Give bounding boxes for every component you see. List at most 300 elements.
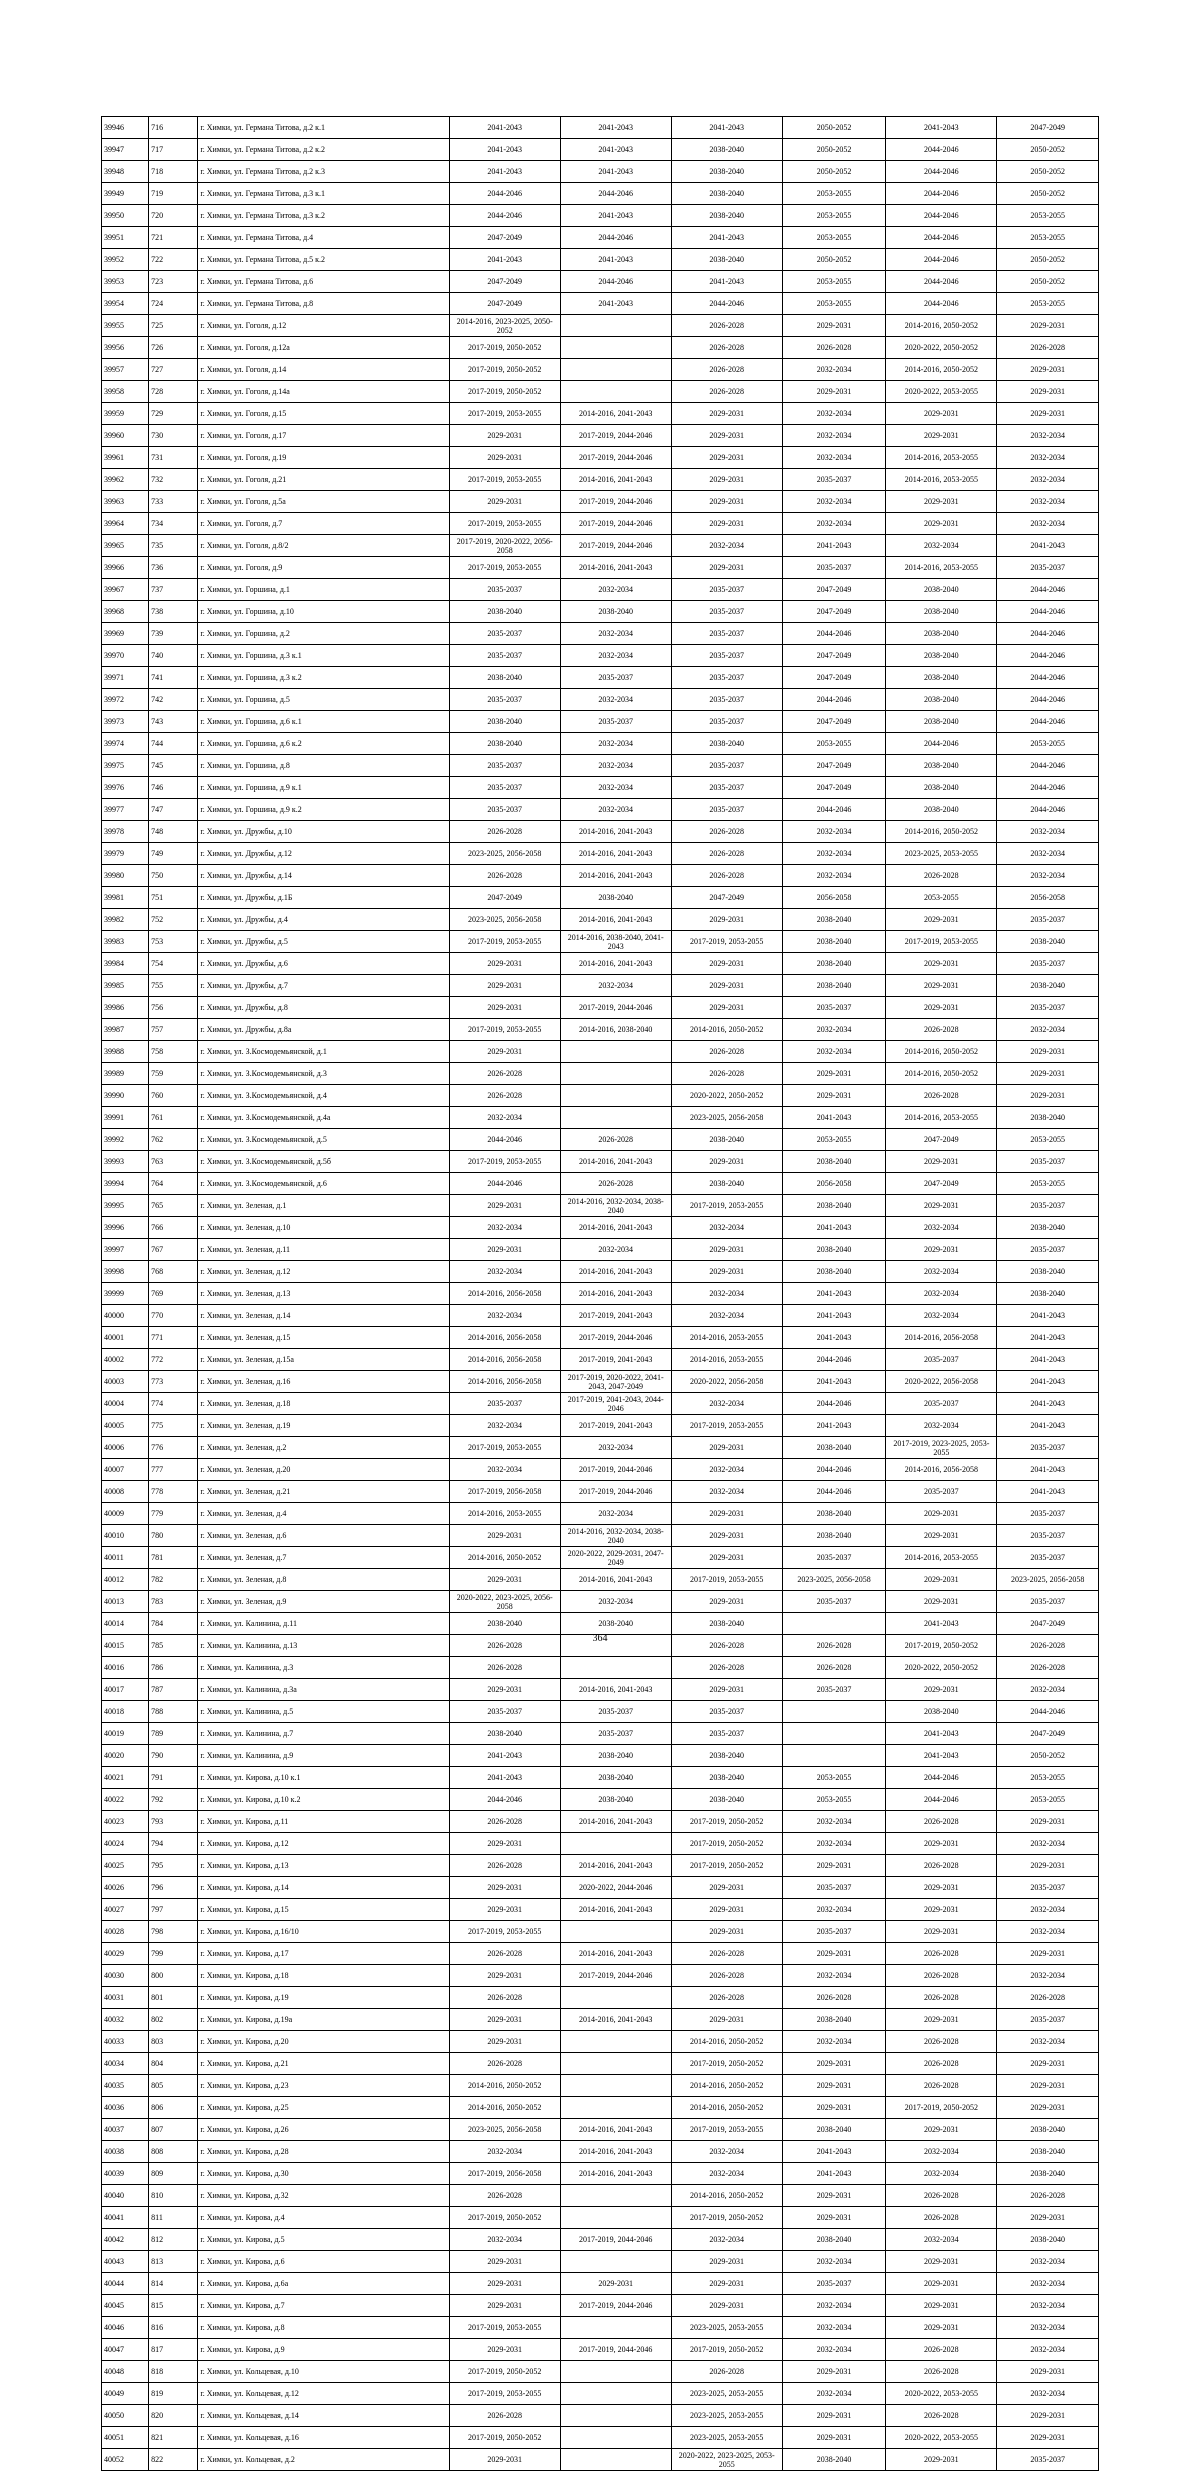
table-row: [102, 1019, 1099, 1041]
table-row: [102, 1173, 1099, 1195]
cell-address: г. Химки, ул. Германа Титова, д.2 к.3: [198, 161, 449, 183]
cell-item-number: 720: [149, 205, 198, 227]
cell-period-col-2: 2014-2016, 2032-2034, 2038-2040: [560, 1195, 671, 1217]
cell-period-col-5: 2035-2037: [886, 1481, 997, 1503]
cell-period-col-6: 2026-2028: [997, 1987, 1099, 2009]
cell-period-col-4: 2029-2031: [782, 1943, 886, 1965]
cell-item-number: 817: [149, 2339, 198, 2361]
table-row: [102, 1943, 1099, 1965]
cell-period-col-1: 2041-2043: [449, 1745, 560, 1767]
cell-registry-number: 40015: [102, 1635, 149, 1657]
cell-period-col-2: 2041-2043: [560, 117, 671, 139]
table-row: [102, 1459, 1099, 1481]
table-row: [102, 601, 1099, 623]
cell-period-col-2: 2017-2019, 2044-2046: [560, 1459, 671, 1481]
cell-registry-number: 40044: [102, 2273, 149, 2295]
cell-period-col-4: 2032-2034: [782, 2251, 886, 2273]
cell-period-col-3: 2026-2028: [671, 359, 782, 381]
cell-period-col-2: [560, 2427, 671, 2449]
cell-period-col-6: 2029-2031: [997, 2427, 1099, 2449]
cell-period-col-4: 2044-2046: [782, 623, 886, 645]
table-row: [102, 1591, 1099, 1613]
cell-period-col-1: 2017-2019, 2050-2052: [449, 359, 560, 381]
table-row: [102, 2207, 1099, 2229]
cell-address: г. Химки, ул. Германа Титова, д.5 к.2: [198, 249, 449, 271]
cell-period-col-6: 2053-2055: [997, 1767, 1099, 1789]
table-row: [102, 2163, 1099, 2185]
cell-period-col-5: 2020-2022, 2053-2055: [886, 381, 997, 403]
cell-period-col-1: 2041-2043: [449, 117, 560, 139]
cell-item-number: 743: [149, 711, 198, 733]
cell-registry-number: 40023: [102, 1811, 149, 1833]
cell-registry-number: 39965: [102, 535, 149, 557]
cell-item-number: 811: [149, 2207, 198, 2229]
cell-period-col-2: [560, 1833, 671, 1855]
cell-period-col-2: 2014-2016, 2041-2043: [560, 1811, 671, 1833]
table-row: [102, 205, 1099, 227]
cell-period-col-3: 2017-2019, 2053-2055: [671, 1569, 782, 1591]
cell-period-col-3: 2029-2031: [671, 1261, 782, 1283]
cell-period-col-3: 2023-2025, 2053-2055: [671, 2405, 782, 2427]
cell-period-col-5: 2029-2031: [886, 1833, 997, 1855]
cell-registry-number: 40042: [102, 2229, 149, 2251]
cell-period-col-6: 2038-2040: [997, 2119, 1099, 2141]
cell-period-col-3: 2029-2031: [671, 447, 782, 469]
cell-period-col-4: 2029-2031: [782, 2185, 886, 2207]
cell-period-col-2: 2017-2019, 2041-2043, 2044-2046: [560, 1393, 671, 1415]
cell-period-col-5: 2038-2040: [886, 667, 997, 689]
cell-period-col-5: 2038-2040: [886, 601, 997, 623]
cell-registry-number: 39964: [102, 513, 149, 535]
cell-item-number: 821: [149, 2427, 198, 2449]
cell-registry-number: 39995: [102, 1195, 149, 1217]
cell-period-col-6: 2032-2034: [997, 865, 1099, 887]
cell-period-col-3: 2035-2037: [671, 689, 782, 711]
cell-address: г. Химки, ул. Гоголя, д.21: [198, 469, 449, 491]
cell-registry-number: 39994: [102, 1173, 149, 1195]
cell-period-col-1: 2017-2019, 2050-2052: [449, 2361, 560, 2383]
cell-period-col-4: 2035-2037: [782, 1591, 886, 1613]
cell-period-col-6: 2050-2052: [997, 271, 1099, 293]
cell-address: г. Химки, ул. Германа Титова, д.2 к.1: [198, 117, 449, 139]
cell-period-col-6: 2038-2040: [997, 1217, 1099, 1239]
cell-period-col-1: 2026-2028: [449, 1657, 560, 1679]
table-row: [102, 1437, 1099, 1459]
cell-address: г. Химки, ул. Дружбы, д.12: [198, 843, 449, 865]
cell-period-col-4: 2032-2034: [782, 513, 886, 535]
cell-period-col-5: 2038-2040: [886, 755, 997, 777]
cell-item-number: 819: [149, 2383, 198, 2405]
table-row: [102, 2141, 1099, 2163]
cell-period-col-3: 2029-2031: [671, 2295, 782, 2317]
table-row: [102, 2185, 1099, 2207]
cell-period-col-1: 2026-2028: [449, 2185, 560, 2207]
cell-registry-number: 39996: [102, 1217, 149, 1239]
cell-item-number: 747: [149, 799, 198, 821]
cell-registry-number: 39982: [102, 909, 149, 931]
cell-address: г. Химки, ул. Горшина, д.10: [198, 601, 449, 623]
cell-period-col-6: 2032-2034: [997, 1833, 1099, 1855]
cell-period-col-3: 2029-2031: [671, 1679, 782, 1701]
cell-address: г. Химки, ул. З.Космодемьянской, д.4: [198, 1085, 449, 1107]
table-row: [102, 1305, 1099, 1327]
cell-period-col-4: 2053-2055: [782, 293, 886, 315]
cell-period-col-2: 2032-2034: [560, 1437, 671, 1459]
cell-period-col-1: 2029-2031: [449, 1965, 560, 1987]
table-row: [102, 799, 1099, 821]
cell-period-col-2: 2017-2019, 2041-2043: [560, 1415, 671, 1437]
table-row: [102, 887, 1099, 909]
table-row: [102, 315, 1099, 337]
cell-address: г. Химки, ул. Гоголя, д.17: [198, 425, 449, 447]
cell-period-col-1: 2014-2016, 2056-2058: [449, 1283, 560, 1305]
cell-address: г. Химки, ул. Кирова, д.6: [198, 2251, 449, 2273]
cell-period-col-4: 2029-2031: [782, 315, 886, 337]
table-row: [102, 1987, 1099, 2009]
cell-item-number: 731: [149, 447, 198, 469]
cell-item-number: 765: [149, 1195, 198, 1217]
cell-item-number: 725: [149, 315, 198, 337]
cell-period-col-6: 2026-2028: [997, 1635, 1099, 1657]
cell-address: г. Химки, ул. Калинина, д.11: [198, 1613, 449, 1635]
cell-period-col-4: 2029-2031: [782, 2097, 886, 2119]
cell-period-col-3: 2020-2022, 2056-2058: [671, 1371, 782, 1393]
cell-period-col-4: 2029-2031: [782, 2361, 886, 2383]
cell-period-col-4: 2038-2040: [782, 2229, 886, 2251]
cell-period-col-5: 2026-2028: [886, 1855, 997, 1877]
cell-period-col-4: 2047-2049: [782, 755, 886, 777]
cell-item-number: 755: [149, 975, 198, 997]
cell-address: г. Химки, ул. Зеленая, д.13: [198, 1283, 449, 1305]
cell-period-col-5: 2032-2034: [886, 1415, 997, 1437]
cell-period-col-6: 2053-2055: [997, 293, 1099, 315]
cell-period-col-1: 2038-2040: [449, 711, 560, 733]
cell-address: г. Химки, ул. Зеленая, д.15: [198, 1327, 449, 1349]
cell-period-col-6: 2026-2028: [997, 2185, 1099, 2207]
cell-item-number: 807: [149, 2119, 198, 2141]
cell-period-col-1: 2014-2016, 2050-2052: [449, 2075, 560, 2097]
cell-period-col-5: 2038-2040: [886, 689, 997, 711]
cell-period-col-4: 2029-2031: [782, 1063, 886, 1085]
cell-item-number: 791: [149, 1767, 198, 1789]
cell-period-col-4: 2056-2058: [782, 1173, 886, 1195]
cell-address: г. Химки, ул. Германа Титова, д.3 к.2: [198, 205, 449, 227]
cell-period-col-2: 2014-2016, 2041-2043: [560, 1855, 671, 1877]
cell-period-col-3: 2044-2046: [671, 293, 782, 315]
cell-item-number: 790: [149, 1745, 198, 1767]
cell-item-number: 822: [149, 2449, 198, 2471]
cell-period-col-2: [560, 315, 671, 337]
cell-registry-number: 39972: [102, 689, 149, 711]
cell-registry-number: 39987: [102, 1019, 149, 1041]
cell-period-col-5: 2026-2028: [886, 2031, 997, 2053]
table-row: [102, 623, 1099, 645]
table-row: [102, 2273, 1099, 2295]
cell-period-col-1: 2029-2031: [449, 1833, 560, 1855]
cell-period-col-3: 2029-2031: [671, 513, 782, 535]
cell-period-col-6: 2035-2037: [997, 1239, 1099, 1261]
cell-period-col-2: 2017-2019, 2044-2046: [560, 425, 671, 447]
cell-period-col-2: [560, 359, 671, 381]
cell-registry-number: 40038: [102, 2141, 149, 2163]
cell-period-col-5: 2029-2031: [886, 997, 997, 1019]
cell-period-col-4: 2041-2043: [782, 2141, 886, 2163]
cell-period-col-3: 2041-2043: [671, 227, 782, 249]
cell-period-col-3: 2017-2019, 2050-2052: [671, 2207, 782, 2229]
cell-period-col-3: 2014-2016, 2053-2055: [671, 1327, 782, 1349]
cell-period-col-1: 2044-2046: [449, 205, 560, 227]
cell-period-col-2: 2032-2034: [560, 733, 671, 755]
cell-period-col-2: 2014-2016, 2041-2043: [560, 865, 671, 887]
cell-period-col-5: 2014-2016, 2053-2055: [886, 1547, 997, 1569]
table-row: [102, 1745, 1099, 1767]
cell-period-col-4: 2041-2043: [782, 1107, 886, 1129]
cell-address: г. Химки, ул. Горшина, д.3 к.1: [198, 645, 449, 667]
cell-period-col-1: 2014-2016, 2056-2058: [449, 1349, 560, 1371]
cell-period-col-3: 2038-2040: [671, 161, 782, 183]
cell-period-col-5: 2044-2046: [886, 733, 997, 755]
cell-registry-number: 39976: [102, 777, 149, 799]
cell-period-col-3: 2038-2040: [671, 139, 782, 161]
cell-period-col-6: 2035-2037: [997, 557, 1099, 579]
cell-period-col-5: 2032-2034: [886, 2163, 997, 2185]
cell-period-col-2: 2038-2040: [560, 1767, 671, 1789]
cell-address: г. Химки, ул. Калинина, д.5: [198, 1701, 449, 1723]
cell-address: г. Химки, ул. Зеленая, д.7: [198, 1547, 449, 1569]
cell-period-col-2: 2014-2016, 2041-2043: [560, 843, 671, 865]
cell-period-col-5: 2029-2031: [886, 1195, 997, 1217]
cell-period-col-6: 2038-2040: [997, 1283, 1099, 1305]
cell-registry-number: 40035: [102, 2075, 149, 2097]
cell-period-col-2: 2041-2043: [560, 139, 671, 161]
table-row: [102, 1041, 1099, 1063]
cell-registry-number: 39968: [102, 601, 149, 623]
table-row: [102, 117, 1099, 139]
cell-item-number: 785: [149, 1635, 198, 1657]
cell-period-col-1: 2017-2019, 2053-2055: [449, 931, 560, 953]
cell-period-col-3: 2017-2019, 2050-2052: [671, 1855, 782, 1877]
cell-period-col-5: 2017-2019, 2023-2025, 2053-2055: [886, 1437, 997, 1459]
cell-period-col-5: 2026-2028: [886, 865, 997, 887]
cell-period-col-1: 2047-2049: [449, 271, 560, 293]
cell-period-col-2: 2017-2019, 2044-2046: [560, 2229, 671, 2251]
cell-period-col-6: 2038-2040: [997, 1261, 1099, 1283]
cell-period-col-6: 2029-2031: [997, 2053, 1099, 2075]
cell-registry-number: 39998: [102, 1261, 149, 1283]
cell-period-col-5: 2029-2031: [886, 953, 997, 975]
cell-period-col-3: 2029-2031: [671, 1239, 782, 1261]
cell-period-col-5: 2026-2028: [886, 1811, 997, 1833]
cell-period-col-2: 2014-2016, 2041-2043: [560, 1261, 671, 1283]
cell-period-col-5: 2029-2031: [886, 425, 997, 447]
cell-registry-number: 39977: [102, 799, 149, 821]
cell-period-col-1: 2017-2019, 2056-2058: [449, 1481, 560, 1503]
cell-registry-number: 40033: [102, 2031, 149, 2053]
cell-registry-number: 39949: [102, 183, 149, 205]
cell-period-col-5: 2026-2028: [886, 1965, 997, 1987]
cell-item-number: 729: [149, 403, 198, 425]
cell-period-col-2: [560, 2251, 671, 2273]
cell-address: г. Химки, ул. З.Космодемьянской, д.6: [198, 1173, 449, 1195]
cell-address: г. Химки, ул. Гоголя, д.5а: [198, 491, 449, 513]
cell-period-col-3: 2038-2040: [671, 183, 782, 205]
cell-period-col-4: 2053-2055: [782, 1767, 886, 1789]
cell-address: г. Химки, ул. Кольцевая, д.2: [198, 2449, 449, 2471]
cell-registry-number: 40006: [102, 1437, 149, 1459]
cell-period-col-1: 2026-2028: [449, 1811, 560, 1833]
cell-period-col-2: 2017-2019, 2044-2046: [560, 491, 671, 513]
cell-period-col-4: 2038-2040: [782, 1525, 886, 1547]
cell-period-col-4: 2038-2040: [782, 1437, 886, 1459]
cell-period-col-6: 2044-2046: [997, 1701, 1099, 1723]
cell-period-col-5: 2029-2031: [886, 2295, 997, 2317]
cell-period-col-2: 2014-2016, 2041-2043: [560, 1217, 671, 1239]
table-row: [102, 2405, 1099, 2427]
cell-period-col-3: 2029-2031: [671, 1591, 782, 1613]
cell-period-col-5: 2017-2019, 2053-2055: [886, 931, 997, 953]
cell-period-col-2: [560, 381, 671, 403]
cell-address: г. Химки, ул. Зеленая, д.15а: [198, 1349, 449, 1371]
cell-period-col-5: 2044-2046: [886, 271, 997, 293]
cell-address: г. Химки, ул. Зеленая, д.20: [198, 1459, 449, 1481]
cell-period-col-1: 2017-2019, 2020-2022, 2056-2058: [449, 535, 560, 557]
table-row: [102, 975, 1099, 997]
cell-registry-number: 40020: [102, 1745, 149, 1767]
cell-period-col-5: 2029-2031: [886, 1921, 997, 1943]
cell-period-col-1: 2035-2037: [449, 755, 560, 777]
cell-address: г. Химки, ул. Зеленая, д.1: [198, 1195, 449, 1217]
cell-period-col-1: 2026-2028: [449, 1943, 560, 1965]
cell-registry-number: 39985: [102, 975, 149, 997]
cell-period-col-5: 2041-2043: [886, 1613, 997, 1635]
cell-period-col-3: 2026-2028: [671, 381, 782, 403]
cell-period-col-5: 2029-2031: [886, 1899, 997, 1921]
cell-address: г. Химки, ул. Горшина, д.6 к.2: [198, 733, 449, 755]
cell-registry-number: 40028: [102, 1921, 149, 1943]
cell-registry-number: 40048: [102, 2361, 149, 2383]
cell-item-number: 815: [149, 2295, 198, 2317]
cell-registry-number: 39950: [102, 205, 149, 227]
cell-period-col-4: 2032-2034: [782, 491, 886, 513]
cell-address: г. Химки, ул. Кирова, д.6а: [198, 2273, 449, 2295]
cell-period-col-2: [560, 1657, 671, 1679]
cell-address: г. Химки, ул. Кирова, д.19а: [198, 2009, 449, 2031]
cell-period-col-3: 2029-2031: [671, 1877, 782, 1899]
cell-period-col-5: 2029-2031: [886, 1503, 997, 1525]
table-row: [102, 1327, 1099, 1349]
cell-address: г. Химки, ул. Германа Титова, д.3 к.1: [198, 183, 449, 205]
cell-period-col-1: 2023-2025, 2056-2058: [449, 2119, 560, 2141]
cell-registry-number: 39981: [102, 887, 149, 909]
cell-item-number: 782: [149, 1569, 198, 1591]
cell-period-col-6: 2047-2049: [997, 117, 1099, 139]
cell-period-col-5: 2029-2031: [886, 1151, 997, 1173]
cell-address: г. Химки, ул. Германа Титова, д.8: [198, 293, 449, 315]
cell-period-col-2: [560, 2031, 671, 2053]
cell-period-col-3: 2047-2049: [671, 887, 782, 909]
table-row: [102, 733, 1099, 755]
table-row: [102, 293, 1099, 315]
cell-period-col-3: 2035-2037: [671, 623, 782, 645]
cell-period-col-2: 2032-2034: [560, 1239, 671, 1261]
cell-period-col-4: 2032-2034: [782, 2295, 886, 2317]
cell-registry-number: 40018: [102, 1701, 149, 1723]
cell-period-col-2: 2038-2040: [560, 887, 671, 909]
cell-registry-number: 40005: [102, 1415, 149, 1437]
cell-period-col-5: 2044-2046: [886, 1767, 997, 1789]
cell-registry-number: 40043: [102, 2251, 149, 2273]
cell-period-col-4: 2038-2040: [782, 975, 886, 997]
cell-period-col-1: 2035-2037: [449, 689, 560, 711]
cell-address: г. Химки, ул. Кирова, д.11: [198, 1811, 449, 1833]
cell-period-col-1: 2044-2046: [449, 1129, 560, 1151]
table-row: [102, 1217, 1099, 1239]
cell-period-col-2: [560, 2317, 671, 2339]
cell-period-col-1: 2026-2028: [449, 1855, 560, 1877]
cell-period-col-1: 2029-2031: [449, 1041, 560, 1063]
cell-period-col-6: 2041-2043: [997, 535, 1099, 557]
cell-period-col-5: 2026-2028: [886, 1987, 997, 2009]
cell-period-col-1: 2014-2016, 2050-2052: [449, 2097, 560, 2119]
cell-item-number: 736: [149, 557, 198, 579]
cell-period-col-1: 2026-2028: [449, 2053, 560, 2075]
cell-item-number: 776: [149, 1437, 198, 1459]
cell-period-col-1: 2044-2046: [449, 1789, 560, 1811]
cell-period-col-6: 2044-2046: [997, 689, 1099, 711]
table-row: [102, 535, 1099, 557]
cell-item-number: 721: [149, 227, 198, 249]
cell-period-col-2: 2017-2019, 2044-2046: [560, 1481, 671, 1503]
cell-period-col-3: 2026-2028: [671, 1657, 782, 1679]
cell-period-col-6: 2041-2043: [997, 1305, 1099, 1327]
cell-period-col-6: 2053-2055: [997, 227, 1099, 249]
cell-period-col-3: 2014-2016, 2050-2052: [671, 2075, 782, 2097]
cell-period-col-6: 2035-2037: [997, 1503, 1099, 1525]
cell-item-number: 733: [149, 491, 198, 513]
cell-period-col-1: 2047-2049: [449, 887, 560, 909]
cell-period-col-2: 2014-2016, 2041-2043: [560, 821, 671, 843]
table-row: [102, 249, 1099, 271]
table-row: [102, 1063, 1099, 1085]
cell-registry-number: 39971: [102, 667, 149, 689]
cell-registry-number: 40034: [102, 2053, 149, 2075]
table-row: [102, 2251, 1099, 2273]
cell-address: г. Химки, ул. Горшина, д.9 к.2: [198, 799, 449, 821]
cell-period-col-5: 2032-2034: [886, 2229, 997, 2251]
cell-registry-number: 39983: [102, 931, 149, 953]
cell-period-col-1: 2038-2040: [449, 1613, 560, 1635]
cell-period-col-3: 2032-2034: [671, 1481, 782, 1503]
cell-period-col-2: [560, 1987, 671, 2009]
cell-address: г. Химки, ул. Горшина, д.8: [198, 755, 449, 777]
cell-registry-number: 39946: [102, 117, 149, 139]
cell-period-col-5: 2038-2040: [886, 711, 997, 733]
cell-period-col-4: 2032-2034: [782, 2031, 886, 2053]
cell-period-col-1: 2017-2019, 2053-2055: [449, 513, 560, 535]
cell-period-col-2: 2032-2034: [560, 777, 671, 799]
cell-period-col-4: 2047-2049: [782, 579, 886, 601]
table-row: [102, 1195, 1099, 1217]
table-row: [102, 2097, 1099, 2119]
repair-schedule-table: [101, 116, 1099, 2471]
cell-registry-number: 39973: [102, 711, 149, 733]
cell-period-col-1: 2017-2019, 2053-2055: [449, 1921, 560, 1943]
cell-address: г. Химки, ул. Кирова, д.17: [198, 1943, 449, 1965]
cell-period-col-6: 2032-2034: [997, 1019, 1099, 1041]
cell-period-col-6: 2053-2055: [997, 1173, 1099, 1195]
cell-period-col-2: 2017-2019, 2044-2046: [560, 535, 671, 557]
cell-address: г. Химки, ул. Кирова, д.14: [198, 1877, 449, 1899]
